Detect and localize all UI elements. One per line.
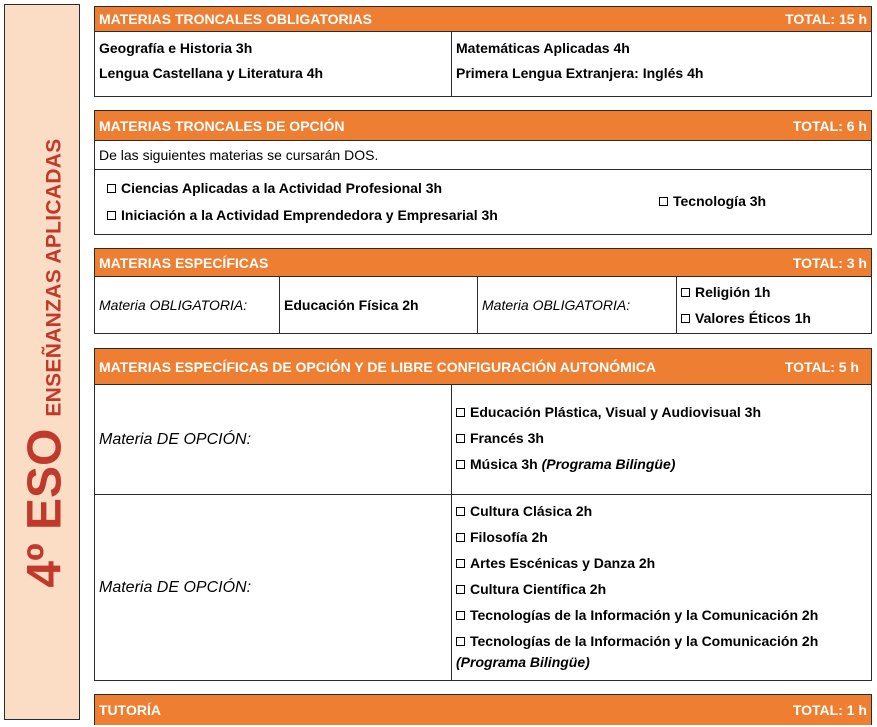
section-total: TOTAL: 1 h xyxy=(792,702,867,718)
checkbox[interactable] xyxy=(456,637,465,646)
section-header xyxy=(95,249,871,277)
program-label: ENSEÑANZAS APLICADAS xyxy=(42,138,66,417)
checkbox[interactable] xyxy=(681,288,690,297)
section-tutoria xyxy=(94,694,872,725)
option-label: Música 3h xyxy=(470,456,542,472)
vertical-title xyxy=(18,138,73,587)
checkbox[interactable] xyxy=(456,585,465,594)
option-label: Valores Éticos 1h xyxy=(695,310,811,326)
grade-label: 4º ESO xyxy=(18,428,72,588)
option-label: Iniciación a la Actividad Emprendedora y Empresarial 3h xyxy=(121,207,498,223)
section-total: TOTAL: 3 h xyxy=(792,254,867,271)
section-total: TOTAL: 6 h xyxy=(792,117,867,134)
section-header xyxy=(95,111,871,141)
option-label: Tecnologías de la Información y la Comunicación 2h xyxy=(470,633,819,649)
option-label: Cultura Científica 2h xyxy=(470,581,607,597)
section-note: De las siguientes materias se cursarán DOS. xyxy=(95,141,871,170)
section-title: TUTORÍA xyxy=(99,702,161,718)
option-note: (Programa Bilingüe) xyxy=(456,654,590,670)
option-label: Cultura Clásica 2h xyxy=(470,503,593,519)
option-label: Religión 1h xyxy=(695,284,771,300)
option-label: Educación Plástica, Visual y Audiovisual 3h xyxy=(470,404,761,420)
section-title: MATERIAS TRONCALES OBLIGATORIAS xyxy=(99,11,372,27)
checkbox[interactable] xyxy=(107,211,116,220)
subject-item: Lengua Castellana y Literatura 4h xyxy=(99,65,324,81)
checkbox[interactable] xyxy=(456,611,465,620)
section-title: MATERIAS TRONCALES DE OPCIÓN xyxy=(99,117,345,134)
option-label: Tecnología 3h xyxy=(673,193,767,209)
section-total: TOTAL: 15 h xyxy=(785,11,867,27)
section-header xyxy=(95,695,871,725)
section-especificas-opcion xyxy=(94,348,872,681)
checkbox[interactable] xyxy=(456,507,465,516)
label-opcion: Materia DE OPCIÓN: xyxy=(99,579,252,596)
label-obligatoria: Materia OBLIGATORIA: xyxy=(477,277,676,333)
checkbox[interactable] xyxy=(107,184,116,193)
checkbox[interactable] xyxy=(681,314,690,323)
section-header xyxy=(95,7,871,32)
option-label: Filosofía 2h xyxy=(470,529,548,545)
section-title: MATERIAS ESPECÍFICAS xyxy=(99,254,269,271)
checkbox[interactable] xyxy=(456,559,465,568)
option-label: Francés 3h xyxy=(470,430,544,446)
subject-item: Primera Lengua Extranjera: Inglés 4h xyxy=(456,65,704,81)
checkbox[interactable] xyxy=(456,434,465,443)
section-header xyxy=(95,349,871,385)
option-label: Ciencias Aplicadas a la Actividad Profesional 3h xyxy=(121,180,443,196)
checkbox[interactable] xyxy=(456,460,465,469)
sidebar-banner xyxy=(4,4,80,720)
checkbox[interactable] xyxy=(456,533,465,542)
checkbox[interactable] xyxy=(456,408,465,417)
section-troncales-opcion xyxy=(94,110,872,235)
checkbox[interactable] xyxy=(659,197,668,206)
section-troncales-obligatorias xyxy=(94,6,872,97)
section-especificas xyxy=(94,248,872,334)
subject-item: Geografía e Historia 3h xyxy=(99,40,253,56)
section-title: MATERIAS ESPECÍFICAS DE OPCIÓN Y DE LIBRE CONFIGURACIÓN AUTONÓMICA xyxy=(99,358,656,375)
option-label: Tecnologías de la Información y la Comunicación 2h xyxy=(470,607,819,623)
subject-item: Educación Física 2h xyxy=(279,277,477,333)
label-obligatoria: Materia OBLIGATORIA: xyxy=(99,297,248,313)
label-opcion: Materia DE OPCIÓN: xyxy=(99,430,252,448)
section-total: TOTAL: 5 h xyxy=(784,358,859,375)
option-note: (Programa Bilingüe) xyxy=(541,456,676,472)
option-label: Artes Escénicas y Danza 2h xyxy=(470,555,656,571)
subject-item: Matemáticas Aplicadas 4h xyxy=(456,40,630,56)
